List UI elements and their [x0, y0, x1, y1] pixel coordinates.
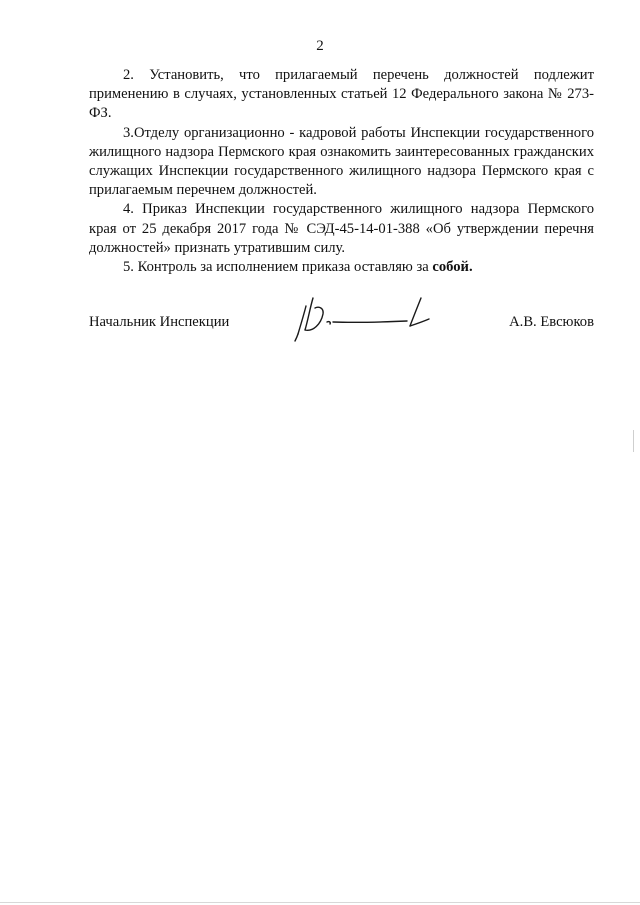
signatory-position: Начальник Инспекции	[89, 314, 230, 330]
paragraph-5-text: 5. Контроль за исполнением приказа оставляю за	[123, 259, 429, 276]
handwritten-signature	[289, 292, 449, 342]
paragraph-5	[89, 258, 594, 277]
paragraph-2: 2. Установить, что прилагаемый перечень должностей подлежит применению в случаях, установленных статьей 12 Федерального закона № 273-ФЗ.	[89, 67, 594, 122]
signatory-name: А.В. Евсюков	[509, 314, 594, 330]
paragraph-4: 4. Приказ Инспекции государственного жилищного надзора Пермского края от 25 декабря 2017 года № СЭД-45-14-01-388 «Об утверждении перечня должностей» признать утратившим силу.	[89, 201, 594, 256]
signature-block	[89, 292, 594, 342]
document-body	[89, 66, 594, 277]
paragraph-3: 3.Отделу организационно - кадровой работы Инспекции государственного жилищного надзора Пермского края ознакомить заинтересованных гражданских служащих Инспекции государственного жилищного надзора Пермского края с прилагаемым перечнем должностей.	[89, 124, 594, 199]
scan-artifact	[633, 430, 634, 452]
page-bottom-edge	[0, 902, 640, 903]
paragraph-5-emphasis: собой.	[432, 259, 473, 276]
page-number: 2	[316, 38, 324, 54]
